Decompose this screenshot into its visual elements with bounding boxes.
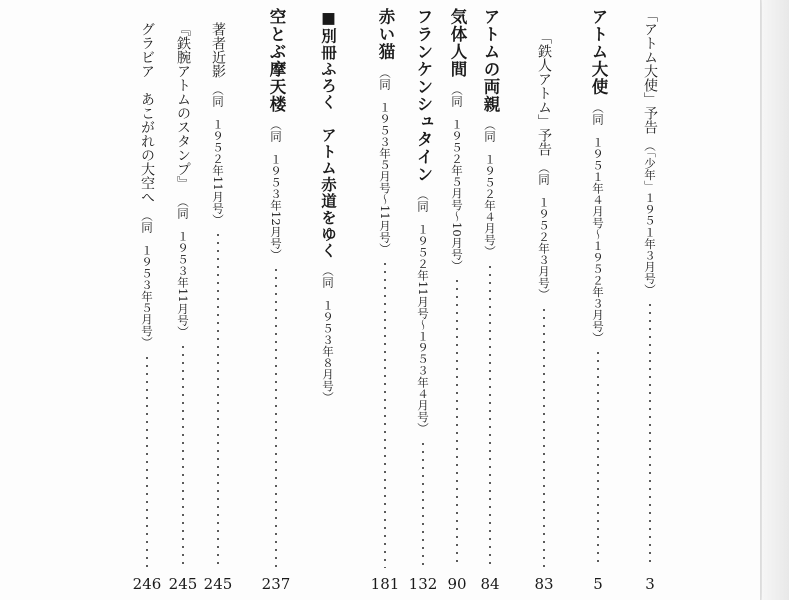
entry-page-number: 245: [168, 575, 198, 593]
entry-page-number: 83: [534, 575, 554, 593]
entry-page-number: 84: [480, 575, 500, 593]
entry-page-number: 245: [203, 575, 233, 593]
leader-dots: [275, 266, 277, 568]
entry-title: 空とぶ摩天楼: [267, 8, 286, 113]
entry-title: 「鉄人アトム」予告: [536, 30, 552, 156]
entry-page-number: 237: [261, 575, 291, 593]
toc-entry: [167, 22, 199, 600]
toc-entry: [312, 8, 344, 600]
entry-title: 『鉄腕アトムのスタンプ』: [175, 22, 191, 190]
entry-publication: （同 １９５２年４月号）: [483, 119, 497, 257]
toc-entry: [582, 8, 614, 600]
entry-publication: （同 １９５２年11月号〜１９５３年４月号）: [416, 189, 430, 434]
toc-entry: [131, 22, 163, 600]
leader-dots: [146, 354, 148, 568]
entry-page-number: 5: [593, 575, 603, 593]
leader-dots: [217, 231, 219, 568]
entry-page-number: 90: [447, 575, 467, 593]
entry-publication: （同 １９５３年８月号）: [321, 265, 335, 403]
entry-publication: （同 １９５３年５月号）: [140, 210, 154, 348]
toc-entry: [202, 22, 234, 600]
toc-entry: [407, 8, 439, 600]
entry-title: 赤い猫: [376, 8, 395, 61]
entry-title: 「アトム大使」予告: [642, 8, 658, 134]
toc-entry: [634, 8, 666, 600]
entry-publication: （「少年」１９５１年３月号）: [643, 140, 657, 296]
entry-title: グラビア あこがれの大空へ: [139, 22, 155, 204]
entry-page-number: 132: [408, 575, 438, 593]
toc-entry: [441, 8, 473, 600]
toc-entry: [474, 8, 506, 600]
page-edge: [762, 0, 789, 600]
entry-publication: （同 １９５３年11月号）: [176, 196, 190, 338]
toc-entry: [528, 30, 560, 600]
entry-title: 著者近影: [210, 22, 226, 78]
entry-page-number: 246: [132, 575, 162, 593]
entry-publication: （同 １９５１年４月号〜１９５２年３月号）: [591, 101, 605, 343]
entry-title: アトムの両親: [481, 8, 500, 113]
leader-dots: [456, 277, 458, 568]
entry-page-number: 181: [370, 575, 400, 593]
toc-entry: [369, 8, 401, 600]
leader-dots: [182, 343, 184, 568]
entry-publication: （同 １９５２年11月号）: [211, 84, 225, 226]
entry-title: フランケンシュタイン: [414, 8, 433, 183]
toc-entry: [260, 8, 292, 600]
leader-dots: [489, 263, 491, 568]
entry-publication: （同 １９５３年５月号〜11月号）: [378, 66, 392, 254]
leader-dots: [649, 301, 651, 568]
entry-publication: （同 １９５２年３月号）: [537, 162, 551, 300]
leader-dots: [597, 349, 599, 568]
leader-dots: [384, 260, 386, 568]
leader-dots: [422, 440, 424, 568]
entry-title: アトム大使: [589, 8, 608, 96]
leader-dots: [543, 306, 545, 568]
entry-title: ■別冊ふろく アトム赤道をゆく: [319, 8, 338, 259]
entry-publication: （同 １９５２年５月号〜10月号）: [450, 84, 464, 272]
entry-title: 気体人間: [448, 8, 467, 78]
entry-publication: （同 １９５３年12月号）: [269, 119, 283, 261]
entry-page-number: 3: [645, 575, 655, 593]
